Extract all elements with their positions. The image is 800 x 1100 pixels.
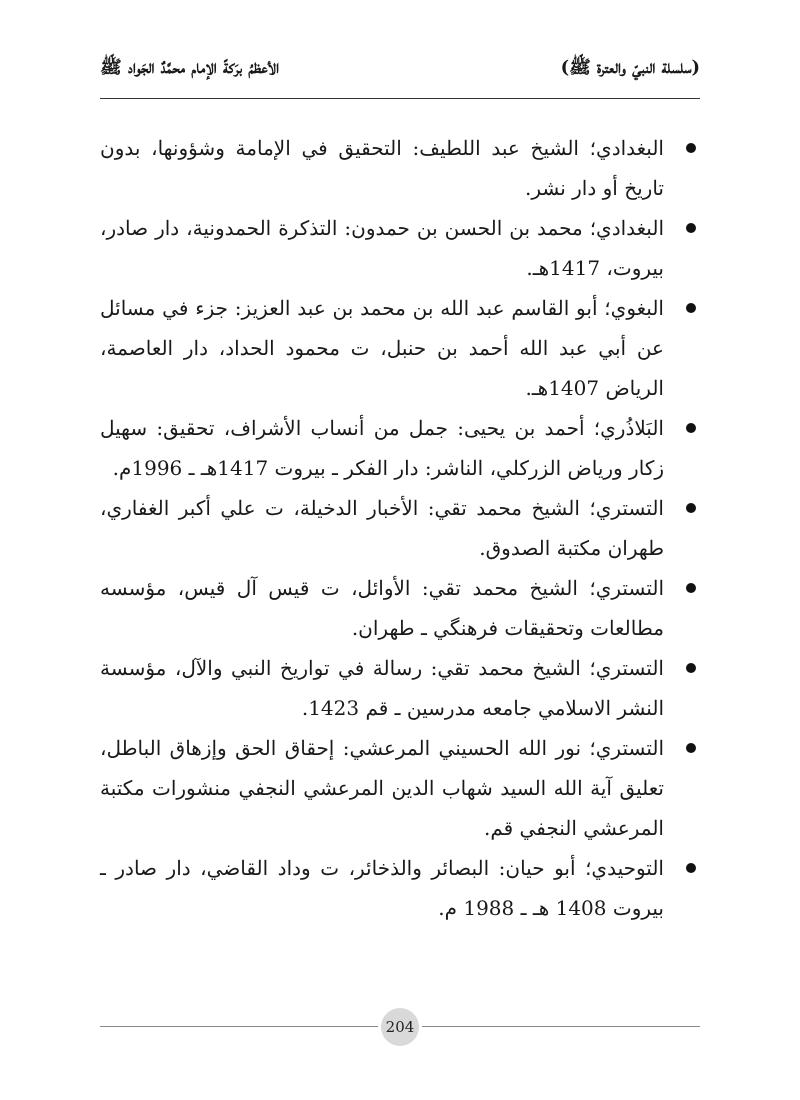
entry-text: البغدادي؛ الشيخ عبد اللطيف: التحقيق في الإمامة وشؤونها، بدون تاريخ أو دار نشر.	[100, 136, 664, 200]
entry-text: التستري؛ نور الله الحسيني المرعشي: إحقاق الحق وإزهاق الباطل، تعليق آية الله السيد شهاب الدين المرعشي النجفي منشورات مكتبة المرعشي النجفي قم.	[100, 736, 664, 840]
bibliography-entry	[100, 128, 700, 208]
bullet-icon	[686, 223, 696, 233]
bibliography-entry	[100, 568, 700, 648]
bibliography-entry	[100, 648, 700, 728]
running-header	[100, 52, 700, 92]
page-number: 204	[381, 1008, 419, 1046]
footer-rule-right	[422, 1026, 700, 1027]
bullet-icon	[686, 143, 696, 153]
bullet-icon	[686, 423, 696, 433]
entry-text: التوحيدي؛ أبو حيان: البصائر والذخائر، ت وداد القاضي، دار صادر ـ بيروت 1408 هـ ـ 1988 م.	[100, 856, 664, 920]
bibliography-entry	[100, 408, 700, 488]
bullet-icon	[686, 863, 696, 873]
bibliography-entry	[100, 848, 700, 928]
bullet-icon	[686, 303, 696, 313]
entry-text: البغوي؛ أبو القاسم عبد الله بن محمد بن عبد العزيز: جزء في مسائل عن أبي عبد الله أحمد بن حنبل، ت محمود الحداد، دار العاصمة، الرياض 1407هـ.	[100, 296, 664, 400]
series-title: (سلسلة النبيّ والعترة ﷺ)	[560, 57, 700, 78]
bullet-icon	[686, 663, 696, 673]
bibliography-entry	[100, 208, 700, 288]
entry-text: البغدادي؛ محمد بن الحسن بن حمدون: التذكرة الحمدونية، دار صادر، بيروت، 1417هـ.	[100, 216, 664, 280]
entry-text: التستري؛ الشيخ محمد تقي: الأخبار الدخيلة، ت علي أكبر الغفاري، طهران مكتبة الصدوق.	[100, 496, 664, 560]
book-title: الأعظمُ برَكةً الإمام محمَّدٌ الجَواد ﷺ	[100, 57, 280, 78]
page-footer	[100, 1007, 700, 1047]
bibliography-entry	[100, 488, 700, 568]
header-divider	[100, 98, 700, 99]
footer-rule-left	[100, 1026, 378, 1027]
entry-text: البَلاذُري؛ أحمد بن يحيى: جمل من أنساب الأشراف، تحقيق: سهيل زكار ورياض الزركلي، الناشر: دار الفكر ـ بيروت 1417هـ ـ 1996م.	[100, 416, 664, 480]
entry-text: التستري؛ الشيخ محمد تقي: الأوائل، ت قيس آل قيس، مؤسسه مطالعات وتحقيقات فرهنگي ـ طهران.	[100, 576, 664, 640]
bullet-icon	[686, 583, 696, 593]
bibliography-entry	[100, 728, 700, 848]
bibliography-entry	[100, 288, 700, 408]
bullet-icon	[686, 743, 696, 753]
entry-text: التستري؛ الشيخ محمد تقي: رسالة في تواريخ النبي والآل، مؤسسة النشر الاسلامي جامعه مدرسين ـ قم 1423.	[100, 656, 664, 720]
bullet-icon	[686, 503, 696, 513]
bibliography-list	[100, 128, 700, 928]
